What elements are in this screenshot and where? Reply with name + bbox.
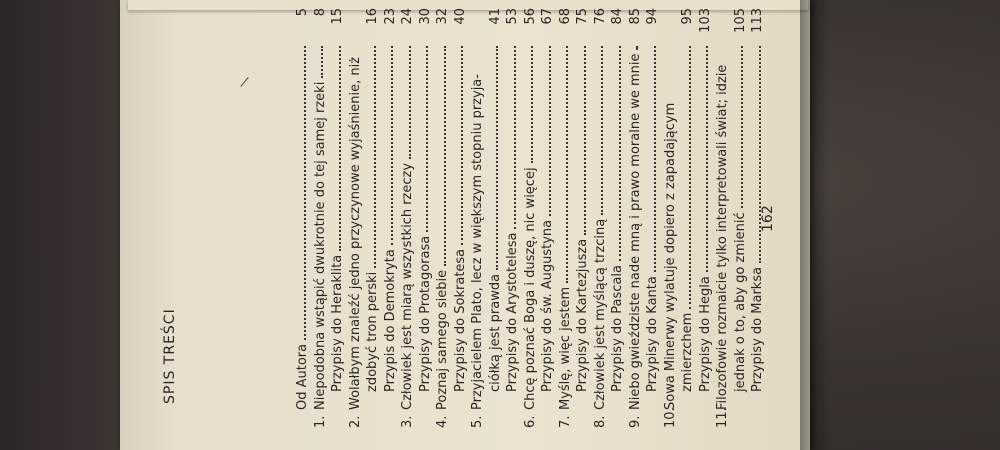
- toc-entry-number: 1.: [312, 415, 328, 428]
- toc-entry-title: Człowiek jest myślącą trzciną: [592, 218, 608, 410]
- toc-entry-page: 32: [435, 8, 450, 25]
- toc-entry: [504, 8, 522, 428]
- toc-entry-page: 76: [592, 8, 608, 25]
- toc-entry-page: 8: [312, 8, 328, 17]
- toc-entry: [329, 8, 347, 428]
- toc-entry-number: 11.: [715, 407, 730, 428]
- toc-entry-title: Przypisy do Heraklita: [330, 254, 345, 392]
- toc-leader-dots: [405, 46, 411, 159]
- toc-entry-number: 3.: [400, 415, 415, 428]
- toc-leader-dots: [300, 46, 306, 340]
- toc-entry-number: 6.: [522, 415, 538, 428]
- toc-leader-dots: [335, 46, 341, 251]
- toc-leader-dots: [737, 46, 743, 208]
- toc-entry-title: ciółką jest prawda: [487, 273, 503, 392]
- toc-entry-number: 8.: [592, 415, 608, 428]
- toc-leader-dots: [721, 46, 725, 61]
- toc-entry-page: 30: [417, 8, 433, 25]
- toc-entry-number: 2.: [347, 415, 363, 428]
- toc-entry-title: Sowa Minerwy wylatuje dopiero z zapadającym: [662, 102, 678, 410]
- toc-leader-dots: [317, 46, 323, 78]
- toc-entry-title: Człowiek jest miarą wszystkich rzeczy: [400, 162, 415, 410]
- toc-leader-dots: [440, 46, 446, 266]
- toc-entry: [382, 8, 400, 428]
- toc-entry: [364, 8, 382, 428]
- toc-entry-title: Przypisy do Kanta: [645, 276, 660, 392]
- toc-entry-page: 23: [382, 8, 398, 25]
- toc-entry-page: 113: [750, 8, 765, 33]
- toc-leader-dots: [353, 46, 357, 53]
- toc-entry: [294, 8, 312, 428]
- page-number: 162: [760, 205, 776, 232]
- toc-entry: [679, 8, 697, 428]
- toc-entry-title: Wolałbym znaleźć jedno przyczynowe wyjaśnienie, niż: [347, 56, 363, 410]
- toc-leader-dots: [492, 46, 498, 270]
- toc-entry-title: Niepodobna wstąpić dwukrotnie do tej samej rzeki: [312, 81, 328, 410]
- toc-entry-page: 103: [697, 8, 713, 33]
- toc-entry-page: 68: [557, 8, 573, 25]
- toc-entry-title: zdobyć tron perski: [365, 271, 380, 392]
- toc-leader-dots: [370, 46, 376, 268]
- toc-leader-dots: [527, 46, 533, 163]
- toc-leader-dots: [702, 46, 708, 272]
- toc-entry: [574, 8, 592, 428]
- toc-leader-dots: [476, 46, 480, 70]
- toc-entry: [452, 8, 470, 428]
- toc-entry: [539, 8, 557, 428]
- toc-leader-dots: [387, 46, 393, 245]
- toc-entry-title: Przypisy do Protagorasa: [417, 235, 433, 392]
- toc-entry-title: Myślę, więc jestem: [557, 286, 573, 410]
- toc-entry-page: 16: [365, 8, 380, 25]
- toc-entry-page: 67: [540, 8, 555, 25]
- toc-entry: [644, 8, 662, 428]
- toc-entry-title: Przypisy do Pascala: [610, 265, 625, 392]
- toc-entry: [662, 8, 680, 428]
- toc-entry-page: 84: [610, 8, 625, 25]
- toc-entry-title: Przypisy do Sokratesa: [452, 248, 468, 392]
- toc-entry: [592, 8, 610, 428]
- toc-leader-dots: [562, 46, 568, 283]
- toc-entry-number: 7.: [557, 415, 573, 428]
- toc-entry: [714, 8, 732, 428]
- toc-entry-title: Przypis do Demokryta: [382, 249, 398, 392]
- toc-entry: [697, 8, 715, 428]
- toc-entry-number: 10.: [662, 407, 678, 428]
- toc-entry: [399, 8, 417, 428]
- toc-entry-page: 85: [627, 8, 643, 25]
- toc-leader-dots: [615, 46, 621, 261]
- toc-entry: [347, 8, 365, 428]
- toc-leader-dots: [457, 46, 463, 245]
- toc-entry-number: 4.: [435, 415, 450, 428]
- table-of-contents: [294, 8, 767, 428]
- toc-entry-title: Od Autora: [295, 343, 310, 410]
- toc-entry-page: 56: [522, 8, 538, 25]
- toc-leader-dots: [632, 46, 638, 50]
- pen-mark: [240, 77, 248, 87]
- toc-entry: [557, 8, 575, 428]
- toc-entry-page: 105: [732, 8, 748, 33]
- toc-entry: [312, 8, 330, 428]
- toc-entry: [627, 8, 645, 428]
- toc-entry-page: 5: [295, 8, 310, 17]
- toc-entry-title: Przypisy do Arystotelesa: [505, 232, 520, 392]
- toc-entry-page: 15: [330, 8, 345, 25]
- toc-entry-title: Przypisy do Hegla: [697, 276, 713, 392]
- toc-leader-dots: [580, 46, 586, 235]
- toc-entry-page: 95: [680, 8, 695, 25]
- toc-entry-title: Filozofowie rozmaicie tylko interpretowali świat; idzie: [715, 64, 730, 410]
- toc-leader-dots: [650, 46, 656, 272]
- toc-leader-dots: [685, 46, 691, 309]
- toc-entry-page: 41: [487, 8, 503, 25]
- toc-entry: [487, 8, 505, 428]
- left-surface: [0, 0, 140, 450]
- toc-entry-title: zmierzchem: [680, 312, 695, 392]
- toc-entry-page: 75: [575, 8, 590, 25]
- toc-entry-page: 24: [400, 8, 415, 25]
- toc-entry-title: Przyjacielem Plato, lecz w większym stopniu przyja-: [470, 74, 485, 410]
- toc-leader-dots: [510, 46, 516, 229]
- toc-entry-number: 5.: [470, 415, 485, 428]
- toc-entry-title: Niebo gwieździste nade mną i prawo moralne we mnie: [627, 53, 643, 410]
- toc-entry-title: Przypisy do św. Augustyna: [540, 219, 555, 392]
- toc-entry: [522, 8, 540, 428]
- toc-entry-number: 9.: [627, 415, 643, 428]
- toc-leader-dots: [545, 46, 551, 216]
- rotated-page-content: [120, 0, 810, 450]
- toc-entry-page: 40: [452, 8, 468, 25]
- toc-entry-title: Chcę poznać Boga i duszę, nic więcej: [522, 167, 538, 410]
- toc-entry: [469, 8, 487, 428]
- toc-entry-page: 53: [505, 8, 520, 25]
- toc-entry: [609, 8, 627, 428]
- toc-entry: [417, 8, 435, 428]
- toc-entry: [434, 8, 452, 428]
- toc-heading: SPIS TREŚCI: [162, 308, 178, 404]
- toc-entry-title: jednak o to, aby go zmienić: [732, 212, 748, 392]
- toc-entry-title: Poznaj samego siebie: [435, 269, 450, 410]
- toc-entry-title: Przypisy do Marksa: [750, 266, 765, 392]
- toc-leader-dots: [422, 46, 428, 232]
- toc-entry-page: 94: [645, 8, 660, 25]
- toc-leader-dots: [597, 46, 603, 215]
- toc-leader-dots: [668, 46, 672, 99]
- toc-entry: [732, 8, 750, 428]
- toc-entry-title: Przypisy do Kartezjusza: [575, 238, 590, 392]
